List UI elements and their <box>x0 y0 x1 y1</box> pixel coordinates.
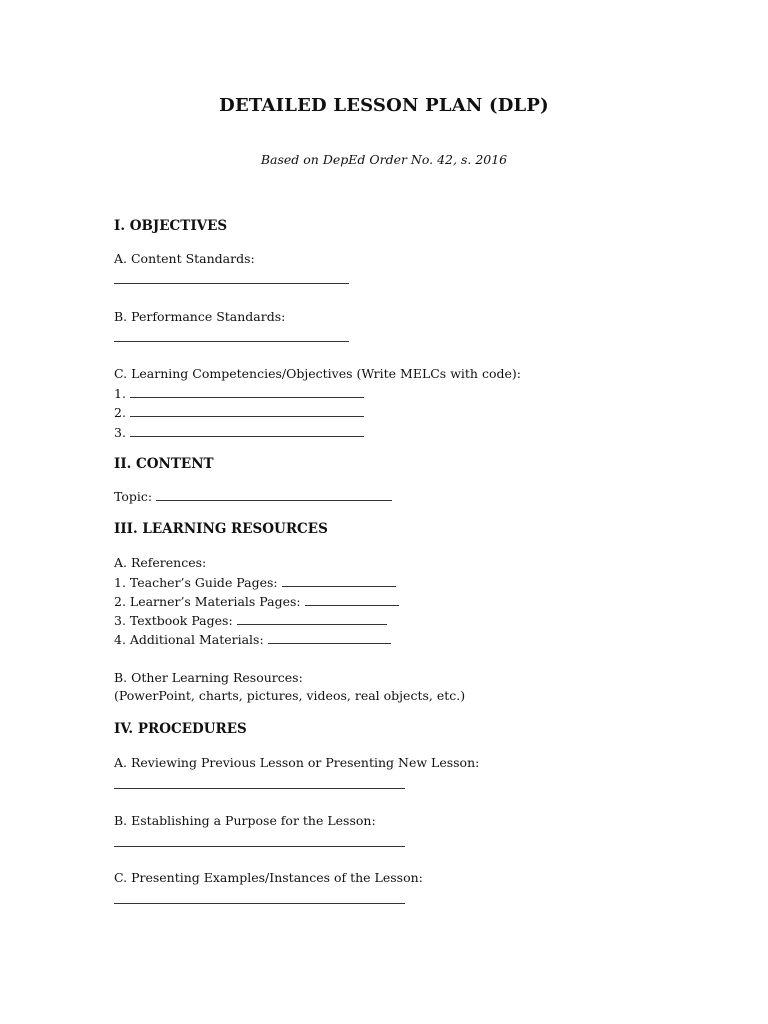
learners-materials-line <box>114 593 399 609</box>
content-standards-blank <box>114 283 349 284</box>
textbook-pages-blank <box>237 612 387 625</box>
competency-item-2 <box>114 404 364 420</box>
competency-item-3 <box>114 424 364 440</box>
procedure-c-blank <box>114 903 405 904</box>
document-title: DETAILED LESSON PLAN (DLP) <box>219 95 549 116</box>
teachers-guide-blank <box>282 574 396 587</box>
objectives-heading: I. OBJECTIVES <box>114 218 228 234</box>
content-heading: II. CONTENT <box>114 456 214 472</box>
competencies-label: C. Learning Competencies/Objectives (Write MELCs with code): <box>114 366 521 381</box>
document-subtitle: Based on DepEd Order No. 42, s. 2016 <box>260 152 508 167</box>
other-resources-label: B. Other Learning Resources: <box>114 670 303 685</box>
procedure-b-blank <box>114 846 405 847</box>
teachers-guide-label: 1. Teacher’s Guide Pages: <box>114 575 278 590</box>
performance-standards-blank <box>114 341 349 342</box>
textbook-pages-line <box>114 612 387 628</box>
additional-materials-label: 4. Additional Materials: <box>114 632 264 647</box>
competency-item-2-number: 2. <box>114 405 126 420</box>
competency-item-1 <box>114 385 364 401</box>
performance-standards-label: B. Performance Standards: <box>114 309 286 324</box>
learners-materials-label: 2. Learner’s Materials Pages: <box>114 594 301 609</box>
procedure-a-blank <box>114 788 405 789</box>
teachers-guide-line <box>114 574 396 590</box>
procedure-b-label: B. Establishing a Purpose for the Lesson: <box>114 813 376 828</box>
competency-item-3-blank <box>130 424 364 437</box>
competency-item-3-number: 3. <box>114 425 126 440</box>
learners-materials-blank <box>305 593 399 606</box>
procedures-heading: IV. PROCEDURES <box>114 721 247 737</box>
competency-item-1-number: 1. <box>114 386 126 401</box>
other-resources-note: (PowerPoint, charts, pictures, videos, real objects, etc.) <box>114 688 466 703</box>
topic-line <box>114 488 392 504</box>
additional-materials-line <box>114 631 391 647</box>
additional-materials-blank <box>268 631 391 644</box>
content-standards-label: A. Content Standards: <box>114 251 255 266</box>
topic-blank <box>156 488 392 501</box>
topic-label: Topic: <box>114 489 153 504</box>
textbook-pages-label: 3. Textbook Pages: <box>114 613 233 628</box>
learning-resources-heading: III. LEARNING RESOURCES <box>114 521 328 537</box>
competency-item-2-blank <box>130 404 364 417</box>
procedure-c-label: C. Presenting Examples/Instances of the Lesson: <box>114 870 423 885</box>
references-label: A. References: <box>114 555 207 570</box>
competency-item-1-blank <box>130 385 364 398</box>
procedure-a-label: A. Reviewing Previous Lesson or Presenting New Lesson: <box>114 755 480 770</box>
